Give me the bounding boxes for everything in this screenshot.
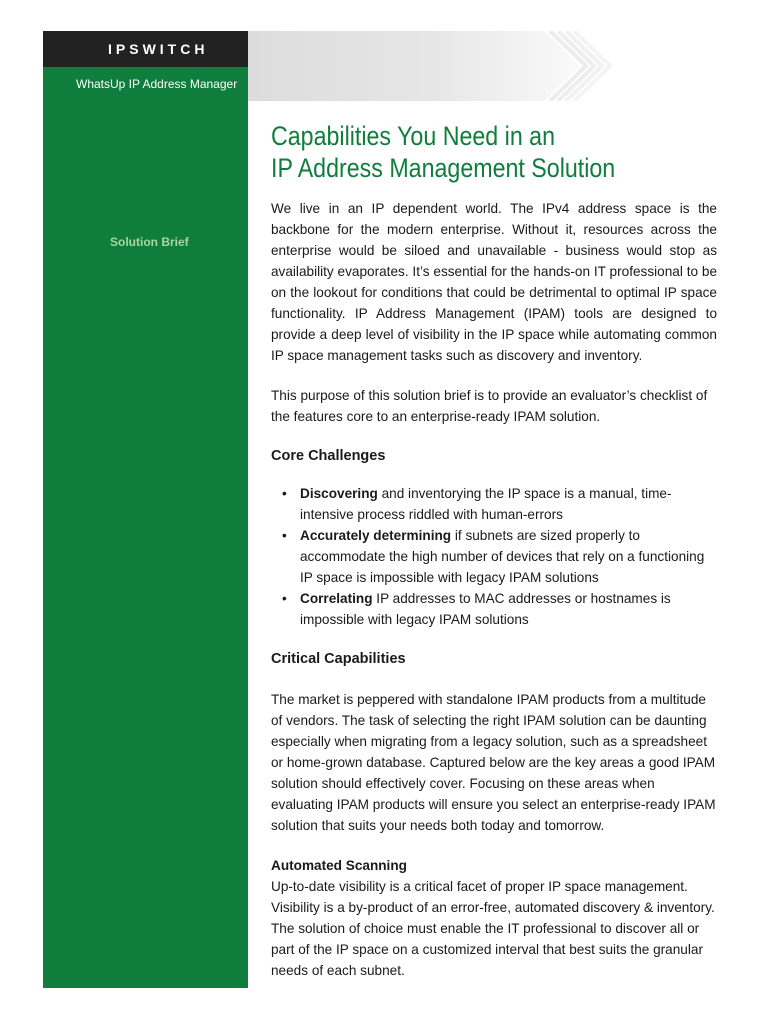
list-item	[271, 483, 717, 525]
list-item-bold: Accurately determining	[300, 528, 452, 543]
title-line-2: IP Address Management Solution	[271, 153, 616, 183]
list-item-text: if subnets are sized properly to accommodate the high number of devices that rely on a functioning IP space is impossible with legacy IPAM solutions	[300, 528, 705, 585]
product-name: WhatsUp IP Address Manager	[76, 77, 238, 91]
core-challenges-heading: Core Challenges	[271, 448, 386, 464]
automated-scanning-paragraph: Up-to-date visibility is a critical facet of proper IP space management. Visibility is a by-product of an error-free, automated discovery & inventory. The solution of choice must enable the IT professional to discover all or part of the IP space on a customized interval that best suits the granular needs of each subnet.	[271, 879, 715, 978]
bullet-icon: •	[282, 486, 287, 501]
core-challenges-list	[271, 483, 717, 630]
critical-capabilities-heading: Critical Capabilities	[271, 651, 406, 667]
list-item	[271, 588, 717, 630]
document-body	[271, 198, 717, 981]
page-title	[271, 120, 615, 184]
ipswitch-logo: IPSWITCH	[108, 41, 209, 57]
list-item	[271, 525, 717, 588]
purpose-paragraph: This purpose of this solution brief is to provide an evaluator’s checklist of the features core to an enterprise-ready IPAM solution.	[271, 388, 708, 424]
chevron-pattern-icon	[248, 31, 770, 101]
bullet-icon: •	[282, 528, 287, 543]
list-item-bold: Correlating	[300, 591, 373, 606]
automated-scanning-heading: Automated Scanning	[271, 858, 407, 873]
solution-brief-label: Solution Brief	[110, 235, 189, 249]
list-item-bold: Discovering	[300, 486, 378, 501]
bullet-icon: •	[282, 591, 287, 606]
critical-capabilities-paragraph: The market is peppered with standalone IPAM products from a multitude of vendors. The task of selecting the right IPAM solution can be daunting especially when migrating from a legacy solution, such as a spreadsheet or home-grown database. Captured below are the key areas a good IPAM solution should effectively cover. Focusing on these areas when evaluating IPAM products will ensure you select an enterprise-ready IPAM solution that suits your needs both today and tomorrow.	[271, 692, 716, 833]
list-item-text: and inventorying the IP space is a manual, time-intensive process riddled with human-errors	[300, 486, 672, 522]
intro-paragraph: We live in an IP dependent world. The IPv4 address space is the backbone for the modern enterprise. Without it, resources across the enterprise would be siloed and unavailable - business would stop as availability evaporates. It’s essential for the hands-on IT professional to be on the lookout for conditions that could be detrimental to optimal IP space functionality. IP Address Management (IPAM) tools are designed to provide a deep level of visibility in the IP space while automating common IP space management tasks such as discovery and inventory.	[271, 201, 717, 363]
title-line-1: Capabilities You Need in an	[271, 121, 556, 151]
list-item-text: IP addresses to MAC addresses or hostnames is impossible with legacy IPAM solutions	[300, 591, 671, 627]
